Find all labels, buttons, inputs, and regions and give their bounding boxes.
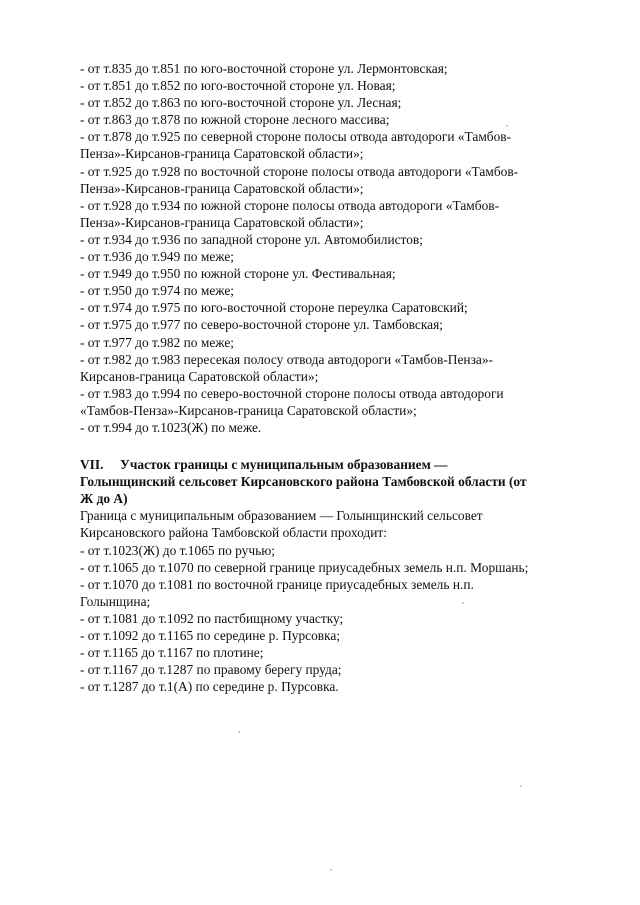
- list-item: Голынщина;: [80, 593, 151, 609]
- section-heading-line: Голынщинский сельсовет Кирсановского района Тамбовской области (от: [80, 474, 527, 490]
- list-item: - от т.936 до т.949 по меже;: [80, 249, 234, 265]
- list-item: - от т.1070 до т.1081 по восточной границе приусадебных земель н.п.: [80, 576, 474, 592]
- list-item: - от т.1167 до т.1287 по правому берегу пруда;: [80, 662, 342, 678]
- section-spacer: [80, 436, 600, 456]
- list-item: - от т.835 до т.851 по юго-восточной стороне ул. Лермонтовская;: [80, 61, 448, 76]
- list-item: - от т.1081 до т.1092 по пастбищному участку;: [80, 610, 344, 626]
- scan-speck: [238, 731, 240, 733]
- list-item: - от т.1065 до т.1070 по северной границе приусадебных земель н.п. Моршань;: [80, 559, 529, 575]
- list-item: - от т.949 до т.950 по южной стороне ул. Фестивальная;: [80, 266, 396, 282]
- list-item: - от т.975 до т.977 по северо-восточной стороне ул. Тамбовская;: [80, 317, 443, 333]
- section-7-intro: [80, 507, 600, 541]
- scan-speck: [506, 125, 508, 127]
- section-title: Участок границы с муниципальным образованием —: [120, 457, 448, 473]
- list-item: - от т.863 до т.878 по южной стороне лесного массива;: [80, 112, 390, 128]
- list-item: - от т.878 до т.925 по северной стороне полосы отвода автодороги «Тамбов-: [80, 129, 512, 145]
- boundary-list-part-7: [80, 542, 600, 696]
- list-item: - от т.934 до т.936 по западной стороне ул. Автомобилистов;: [80, 231, 423, 247]
- list-item: - от т.950 до т.974 по меже;: [80, 283, 234, 299]
- document-page: [80, 60, 600, 695]
- section-7-heading: [80, 456, 600, 507]
- section-heading-line: Ж до А): [80, 491, 128, 507]
- list-item: Пенза»-Кирсанов-граница Саратовской области»;: [80, 214, 364, 230]
- list-item: «Тамбов-Пенза»-Кирсанов-граница Саратовской области»;: [80, 402, 417, 418]
- list-item: Пенза»-Кирсанов-граница Саратовской области»;: [80, 180, 364, 196]
- list-item: Пенза»-Кирсанов-граница Саратовской области»;: [80, 146, 364, 162]
- list-item: - от т.925 до т.928 по восточной стороне полосы отвода автодороги «Тамбов-: [80, 163, 519, 179]
- list-item: - от т.852 до т.863 по юго-восточной стороне ул. Лесная;: [80, 95, 402, 111]
- list-item: - от т.851 до т.852 по юго-восточной стороне ул. Новая;: [80, 78, 396, 94]
- list-item: - от т.983 до т.994 по северо-восточной стороне полосы отвода автодороги: [80, 385, 504, 401]
- section-heading-line: [80, 456, 600, 473]
- scan-speck: [520, 785, 522, 787]
- section-number: VII.: [80, 457, 104, 473]
- list-item: Кирсанов-граница Саратовской области»;: [80, 368, 319, 384]
- intro-line: Кирсановского района Тамбовской области проходит:: [80, 525, 387, 541]
- intro-line: Граница с муниципальным образованием — Голынщинский сельсовет: [80, 508, 483, 524]
- boundary-list-part-6: [80, 60, 600, 436]
- scan-speck: [462, 602, 464, 604]
- list-item: - от т.982 до т.983 пересекая полосу отвода автодороги «Тамбов-Пенза»-: [80, 351, 493, 367]
- list-item: - от т.977 до т.982 по меже;: [80, 334, 234, 350]
- list-item: - от т.928 до т.934 по южной стороне полосы отвода автодороги «Тамбов-: [80, 197, 500, 213]
- list-item: - от т.1165 до т.1167 по плотине;: [80, 645, 264, 661]
- list-item: - от т.1287 до т.1(А) по середине р. Пурсовка.: [80, 679, 339, 695]
- list-item: - от т.1092 до т.1165 по середине р. Пурсовка;: [80, 628, 341, 643]
- scan-speck: [330, 869, 332, 871]
- list-item: - от т.1023(Ж) до т.1065 по ручью;: [80, 542, 275, 558]
- list-item: - от т.974 до т.975 по юго-восточной стороне переулка Саратовский;: [80, 300, 468, 316]
- list-item: - от т.994 до т.1023(Ж) по меже.: [80, 419, 262, 435]
